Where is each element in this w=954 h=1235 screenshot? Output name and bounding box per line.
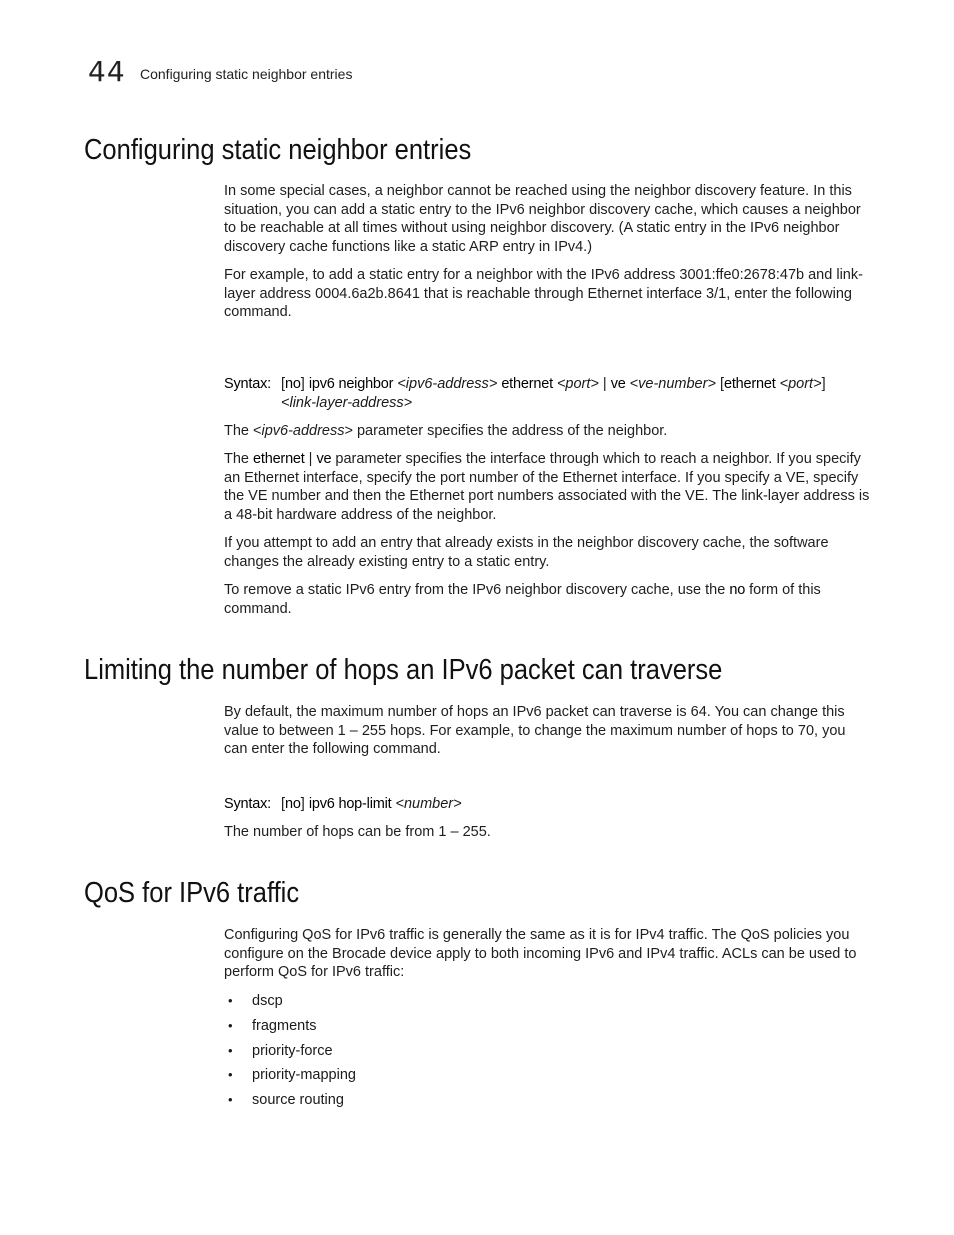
ethernet-ve-description: The ethernet | ve parameter specifies the interface through which to reach a neighbor. If you specify an Ethernet interface, specify the port number of the Ethernet interface. If you specify a VE, specify the VE number and then the Ethernet port numbers associated with the VE. The link-layer address is a 48-bit hardware address of the neighbor. xyxy=(224,451,870,523)
syntax-param: <ipv6-address> xyxy=(397,376,498,392)
bullet-icon: • xyxy=(228,993,233,1008)
list-item: • priority-mapping xyxy=(228,1067,356,1084)
syntax-param: <port> xyxy=(556,376,599,392)
keyword-ve: ve xyxy=(316,451,332,467)
bullet-list xyxy=(224,992,872,1116)
syntax-keyword-ethernet: ethernet xyxy=(723,376,776,392)
paragraph: In some special cases, a neighbor cannot be reached using the neighbor discovery feature. In this situation, you can add a static entry to the IPv6 neighbor discovery cache, which causes a neighbor to be reachable at all times without using neighbor discovery. (A static entry in the IPv6 neighbor discovery cache functions like a static ARP entry in IPv4.) xyxy=(224,183,861,255)
paragraph: By default, the maximum number of hops an IPv6 packet can traverse is 64. You can change this value to between 1 – 255 hops. For example, to change the maximum number of hops to 70, you can enter the following command. xyxy=(224,704,846,758)
param-name: ipv6-address xyxy=(261,423,345,439)
syntax-param: <ve-number> xyxy=(629,376,716,392)
bullet-icon: • xyxy=(228,1092,233,1108)
paragraph: For example, to add a static entry for a neighbor with the IPv6 address 3001:ffe0:2678:47b and link-layer address 0004.6a2b.8641 that is reachable through Ethernet interface 3/1, enter the following command. xyxy=(224,267,863,321)
section-heading-static-neighbor: Configuring static neighbor entries xyxy=(84,134,472,166)
list-item: • priority-force xyxy=(228,1042,333,1059)
list-item: • source routing xyxy=(228,1092,344,1109)
remove-entry-note: To remove a static IPv6 entry from the IPv6 neighbor discovery cache, use the no form of this command. xyxy=(224,582,821,617)
section-heading-qos: QoS for IPv6 traffic xyxy=(84,877,300,909)
param-description: The <ipv6-address> parameter specifies the address of the neighbor. xyxy=(224,423,668,439)
syntax-label: Syntax: xyxy=(224,376,271,392)
syntax-param: <link-layer-address> xyxy=(281,394,413,411)
syntax-keyword-no: no xyxy=(285,376,301,392)
syntax-keyword-no: no xyxy=(285,796,301,812)
hop-range-note xyxy=(224,823,872,842)
syntax-command: ipv6 neighbor xyxy=(308,376,394,392)
running-title: Configuring static neighbor entries xyxy=(140,66,353,82)
syntax-keyword-ve: ve xyxy=(610,376,626,392)
syntax-param: <number> xyxy=(395,796,462,812)
syntax-keyword-ethernet: ethernet xyxy=(501,376,553,392)
list-item: • fragments xyxy=(228,1017,317,1034)
chapter-number: 44 xyxy=(88,55,126,88)
section-static-neighbor-intro xyxy=(224,182,872,256)
paragraph: Configuring QoS for IPv6 traffic is generally the same as it is for IPv4 traffic. The QoS policies you configure on the Brocade device apply to both incoming IPv6 and IPv4 traffic. ACLs can be used to perform QoS for IPv6 traffic: xyxy=(224,927,857,981)
syntax-ipv6-neighbor: Syntax: [no] ipv6 neighbor <ipv6-address> ethernet <port> | ve <ve-number> [ethernet <port>] <link-layer-address> xyxy=(224,376,826,411)
syntax-ipv6-hop-limit: Syntax: [no] ipv6 hop-limit <number> xyxy=(224,796,462,812)
bullet-icon: • xyxy=(228,1017,233,1033)
bullet-icon: • xyxy=(228,1067,233,1083)
syntax-param: <port> xyxy=(779,376,822,392)
keyword-no: no xyxy=(729,582,746,598)
section-heading-hop-limit: Limiting the number of hops an IPv6 packet can traverse xyxy=(84,654,723,686)
syntax-command: ipv6 hop-limit xyxy=(308,796,392,812)
paragraph: If you attempt to add an entry that already exists in the neighbor discovery cache, the software changes the already existing entry to a static entry. xyxy=(224,535,829,570)
list-item: • dscp xyxy=(228,993,283,1009)
bullet-icon: • xyxy=(228,1042,233,1058)
paragraph: The number of hops can be from 1 – 255. xyxy=(224,824,491,840)
section-static-neighbor-example xyxy=(224,266,872,322)
keyword-ethernet: ethernet xyxy=(253,451,305,467)
section-hop-limit-intro xyxy=(224,703,872,759)
section-qos-intro xyxy=(224,926,872,982)
qos-bullet-list xyxy=(224,992,872,1116)
syntax-label: Syntax: xyxy=(224,796,271,812)
existing-entry-note xyxy=(224,534,872,571)
